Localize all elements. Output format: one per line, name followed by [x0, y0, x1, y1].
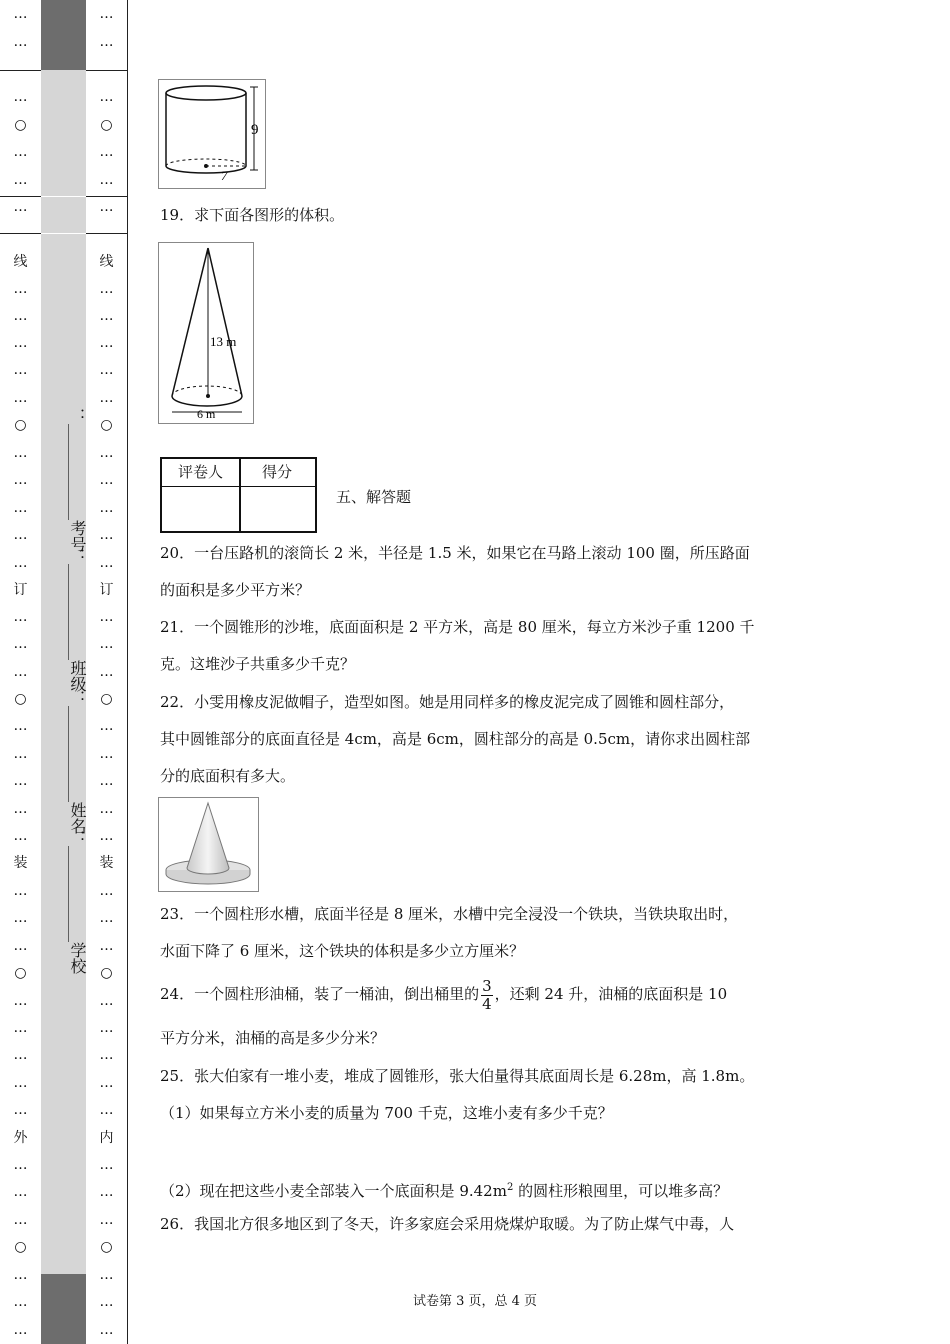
right-circle-mark: ○: [100, 417, 113, 433]
left-dot-mark: …: [13, 746, 28, 762]
left-circle-mark: ○: [14, 691, 27, 707]
question-24-line-1: [160, 968, 727, 1020]
question-22-line-1: 22．小雯用橡皮泥做帽子，造型如图。她是用同样多的橡皮泥完成了圆锥和圆柱部分，: [160, 693, 735, 711]
cylinder-drawing: [159, 80, 265, 188]
right-cut-line: [86, 196, 127, 197]
score-box: [160, 457, 317, 533]
field-label: 班级: [68, 660, 87, 692]
right-cut-word: 订: [99, 582, 114, 598]
question-20-line-1: 20．一台压路机的滚筒长 2 米，半径是 1.5 米，如果它在马路上滚动 100 圈，所压路面: [160, 544, 750, 562]
score-box-score: 得分: [239, 459, 315, 487]
right-dot-mark: …: [99, 362, 114, 378]
left-dot-mark: …: [13, 144, 28, 160]
left-dot-mark: …: [13, 527, 28, 543]
left-dot-mark: …: [13, 1267, 28, 1283]
left-dot-mark: …: [13, 883, 28, 899]
right-dot-mark: …: [99, 527, 114, 543]
left-dot-mark: …: [13, 1157, 28, 1173]
question-19: 19．求下面各图形的体积。: [160, 206, 345, 224]
score-box-reviewer: 评卷人: [162, 459, 239, 487]
left-dot-mark: …: [13, 335, 28, 351]
left-dot-mark: …: [13, 718, 28, 734]
right-dot-mark: …: [99, 993, 114, 1009]
left-circle-mark: ○: [14, 417, 27, 433]
left-dot-mark: …: [13, 773, 28, 789]
field-blank: ：____________: [68, 408, 87, 520]
margin-rule: [127, 0, 128, 1344]
left-dot-mark: …: [13, 938, 28, 954]
section-title: 五、解答题: [336, 488, 412, 506]
left-dot-mark: …: [13, 1294, 28, 1310]
right-dot-mark: …: [99, 500, 114, 516]
left-dot-mark: …: [13, 199, 28, 215]
binding-divider: [41, 196, 86, 197]
binding-bottom-dark: [41, 1274, 86, 1344]
left-dot-mark: …: [13, 6, 28, 22]
right-circle-mark: ○: [100, 117, 113, 133]
binding-top-dark: [41, 0, 86, 70]
right-dot-mark: …: [99, 1102, 114, 1118]
right-binding-column: [86, 0, 127, 1344]
question-24-before: 24．一个圆柱形油桶，装了一桶油，倒出桶里的: [160, 985, 480, 1003]
right-dot-mark: …: [99, 308, 114, 324]
field-blank: ：____________: [68, 830, 87, 942]
right-dot-mark: …: [99, 609, 114, 625]
question-23-line-1: 23．一个圆柱形水槽，底面半径是 8 厘米，水槽中完全浸没一个铁块，当铁块取出时，: [160, 905, 739, 923]
right-dot-mark: …: [99, 1157, 114, 1173]
left-dot-mark: …: [13, 910, 28, 926]
right-dot-mark: …: [99, 828, 114, 844]
cone-figure: [158, 242, 254, 424]
right-dot-mark: …: [99, 938, 114, 954]
right-dot-mark: …: [99, 281, 114, 297]
square-superscript: 2: [506, 1182, 514, 1193]
left-dot-mark: …: [13, 555, 28, 571]
left-dot-mark: …: [13, 281, 28, 297]
right-dot-mark: …: [99, 6, 114, 22]
left-circle-mark: ○: [14, 117, 27, 133]
right-cut-word: 装: [99, 855, 114, 871]
left-dot-mark: …: [13, 1075, 28, 1091]
left-dot-mark: …: [13, 664, 28, 680]
right-cut-line: [86, 70, 127, 71]
score-box-divider: [239, 459, 241, 531]
question-21-line-1: 21．一个圆锥形的沙堆，底面面积是 2 平方米，高是 80 厘米，每立方米沙子重 1200 千: [160, 618, 755, 636]
right-dot-mark: …: [99, 718, 114, 734]
right-dot-mark: …: [99, 1294, 114, 1310]
page-footer: 试卷第 3 页，总 4 页: [412, 1294, 538, 1309]
left-dot-mark: …: [13, 1184, 28, 1200]
right-dot-mark: …: [99, 636, 114, 652]
question-25-sub-2-before: （2）现在把这些小麦全部装入一个底面积是 9.42m: [160, 1182, 507, 1200]
right-dot-mark: …: [99, 335, 114, 351]
field-blank: ：____________: [68, 690, 87, 802]
question-21-line-2: 克。这堆沙子共重多少千克？: [160, 655, 356, 673]
hat-drawing: [159, 798, 258, 891]
question-25-sub-2: [160, 1178, 728, 1201]
question-23-line-2: 水面下降了 6 厘米，这个铁块的体积是多少立方厘米？: [160, 942, 525, 960]
binding-strip: [41, 0, 86, 1344]
left-dot-mark: …: [13, 993, 28, 1009]
right-dot-mark: …: [99, 390, 114, 406]
right-dot-mark: …: [99, 883, 114, 899]
fraction-denominator: 4: [482, 994, 492, 1013]
left-dot-mark: …: [13, 89, 28, 105]
left-dot-mark: …: [13, 362, 28, 378]
question-24-line-2: 平方分米，油桶的高是多少分米？: [160, 1029, 386, 1047]
right-dot-mark: …: [99, 1184, 114, 1200]
field-class: [41, 548, 86, 692]
left-dot-mark: …: [13, 1212, 28, 1228]
question-25-sub-2-after: 的圆柱形粮囤里，可以堆多高？: [513, 1182, 729, 1200]
field-school: [41, 830, 86, 974]
question-25-sub-1: （1）如果每立方米小麦的质量为 700 千克，这堆小麦有多少千克？: [160, 1104, 613, 1122]
left-dot-mark: …: [13, 609, 28, 625]
right-dot-mark: …: [99, 746, 114, 762]
right-dot-mark: …: [99, 801, 114, 817]
question-26-line-1: 26．我国北方很多地区到了冬天，许多家庭会采用烧煤炉取暖。为了防止煤气中毒，人: [160, 1215, 735, 1233]
cone-drawing: [159, 243, 253, 423]
question-24-after: ，还剩 24 升，油桶的底面积是 10: [494, 985, 728, 1003]
right-dot-mark: …: [99, 34, 114, 50]
field-label: 姓名: [68, 802, 87, 834]
left-cut-line: [0, 70, 41, 71]
right-dot-mark: …: [99, 445, 114, 461]
left-dot-mark: …: [13, 308, 28, 324]
right-dot-mark: …: [99, 910, 114, 926]
right-cut-line: [86, 233, 127, 234]
right-dot-mark: …: [99, 1267, 114, 1283]
right-dot-mark: …: [99, 1322, 114, 1338]
cone-height-label: 13 m: [210, 334, 237, 349]
field-label: 考号: [68, 520, 87, 552]
field-blank: ：____________: [68, 548, 87, 660]
right-dot-mark: …: [99, 199, 114, 215]
hat-figure: [158, 797, 259, 892]
cone-diameter-label: 6 m: [197, 407, 216, 421]
field-name: [41, 690, 86, 834]
question-22-line-2: 其中圆锥部分的底面直径是 4cm，高是 6cm，圆柱部分的高是 0.5cm，请你求出圆柱部: [160, 730, 751, 748]
left-dot-mark: …: [13, 390, 28, 406]
field-exam-number: [41, 408, 86, 552]
left-dot-mark: …: [13, 1020, 28, 1036]
fraction-three-quarters: [481, 978, 493, 1013]
left-dot-mark: …: [13, 500, 28, 516]
right-dot-mark: …: [99, 172, 114, 188]
right-circle-mark: ○: [100, 691, 113, 707]
right-circle-mark: ○: [100, 1239, 113, 1255]
question-20-line-2: 的面积是多少平方米？: [160, 581, 311, 599]
cylinder-radius-label: 7: [221, 168, 228, 183]
right-dot-mark: …: [99, 664, 114, 680]
left-dot-mark: …: [13, 472, 28, 488]
right-cut-word: 内: [99, 1130, 114, 1146]
binding-divider: [41, 233, 86, 234]
left-dot-mark: …: [13, 636, 28, 652]
fraction-numerator: 3: [482, 976, 492, 995]
right-cut-word: 线: [99, 254, 114, 270]
left-dot-mark: …: [13, 34, 28, 50]
left-dot-mark: …: [13, 1102, 28, 1118]
left-binding-column: [0, 0, 41, 1344]
left-circle-mark: ○: [14, 965, 27, 981]
left-cut-word: 订: [13, 582, 28, 598]
left-dot-mark: …: [13, 801, 28, 817]
left-circle-mark: ○: [14, 1239, 27, 1255]
left-dot-mark: …: [13, 1047, 28, 1063]
cylinder-figure: [158, 79, 266, 189]
left-cut-word: 外: [13, 1130, 28, 1146]
left-cut-line: [0, 196, 41, 197]
right-dot-mark: …: [99, 773, 114, 789]
left-dot-mark: …: [13, 1322, 28, 1338]
question-25-line-1: 25．张大伯家有一堆小麦，堆成了圆锥形，张大伯量得其底面周长是 6.28m，高 1.8m。: [160, 1067, 755, 1085]
left-dot-mark: …: [13, 445, 28, 461]
left-cut-word: 线: [13, 254, 28, 270]
right-dot-mark: …: [99, 555, 114, 571]
left-cut-word: 装: [13, 855, 28, 871]
right-dot-mark: …: [99, 89, 114, 105]
right-dot-mark: …: [99, 1047, 114, 1063]
right-dot-mark: …: [99, 1212, 114, 1228]
left-dot-mark: …: [13, 828, 28, 844]
left-cut-line: [0, 233, 41, 234]
right-dot-mark: …: [99, 1020, 114, 1036]
left-dot-mark: …: [13, 172, 28, 188]
right-circle-mark: ○: [100, 965, 113, 981]
field-label: 学校: [68, 942, 87, 974]
question-22-line-3: 分的底面积有多大。: [160, 767, 296, 785]
right-dot-mark: …: [99, 472, 114, 488]
right-dot-mark: …: [99, 1075, 114, 1091]
cylinder-height-label: 9: [251, 122, 259, 138]
right-dot-mark: …: [99, 144, 114, 160]
